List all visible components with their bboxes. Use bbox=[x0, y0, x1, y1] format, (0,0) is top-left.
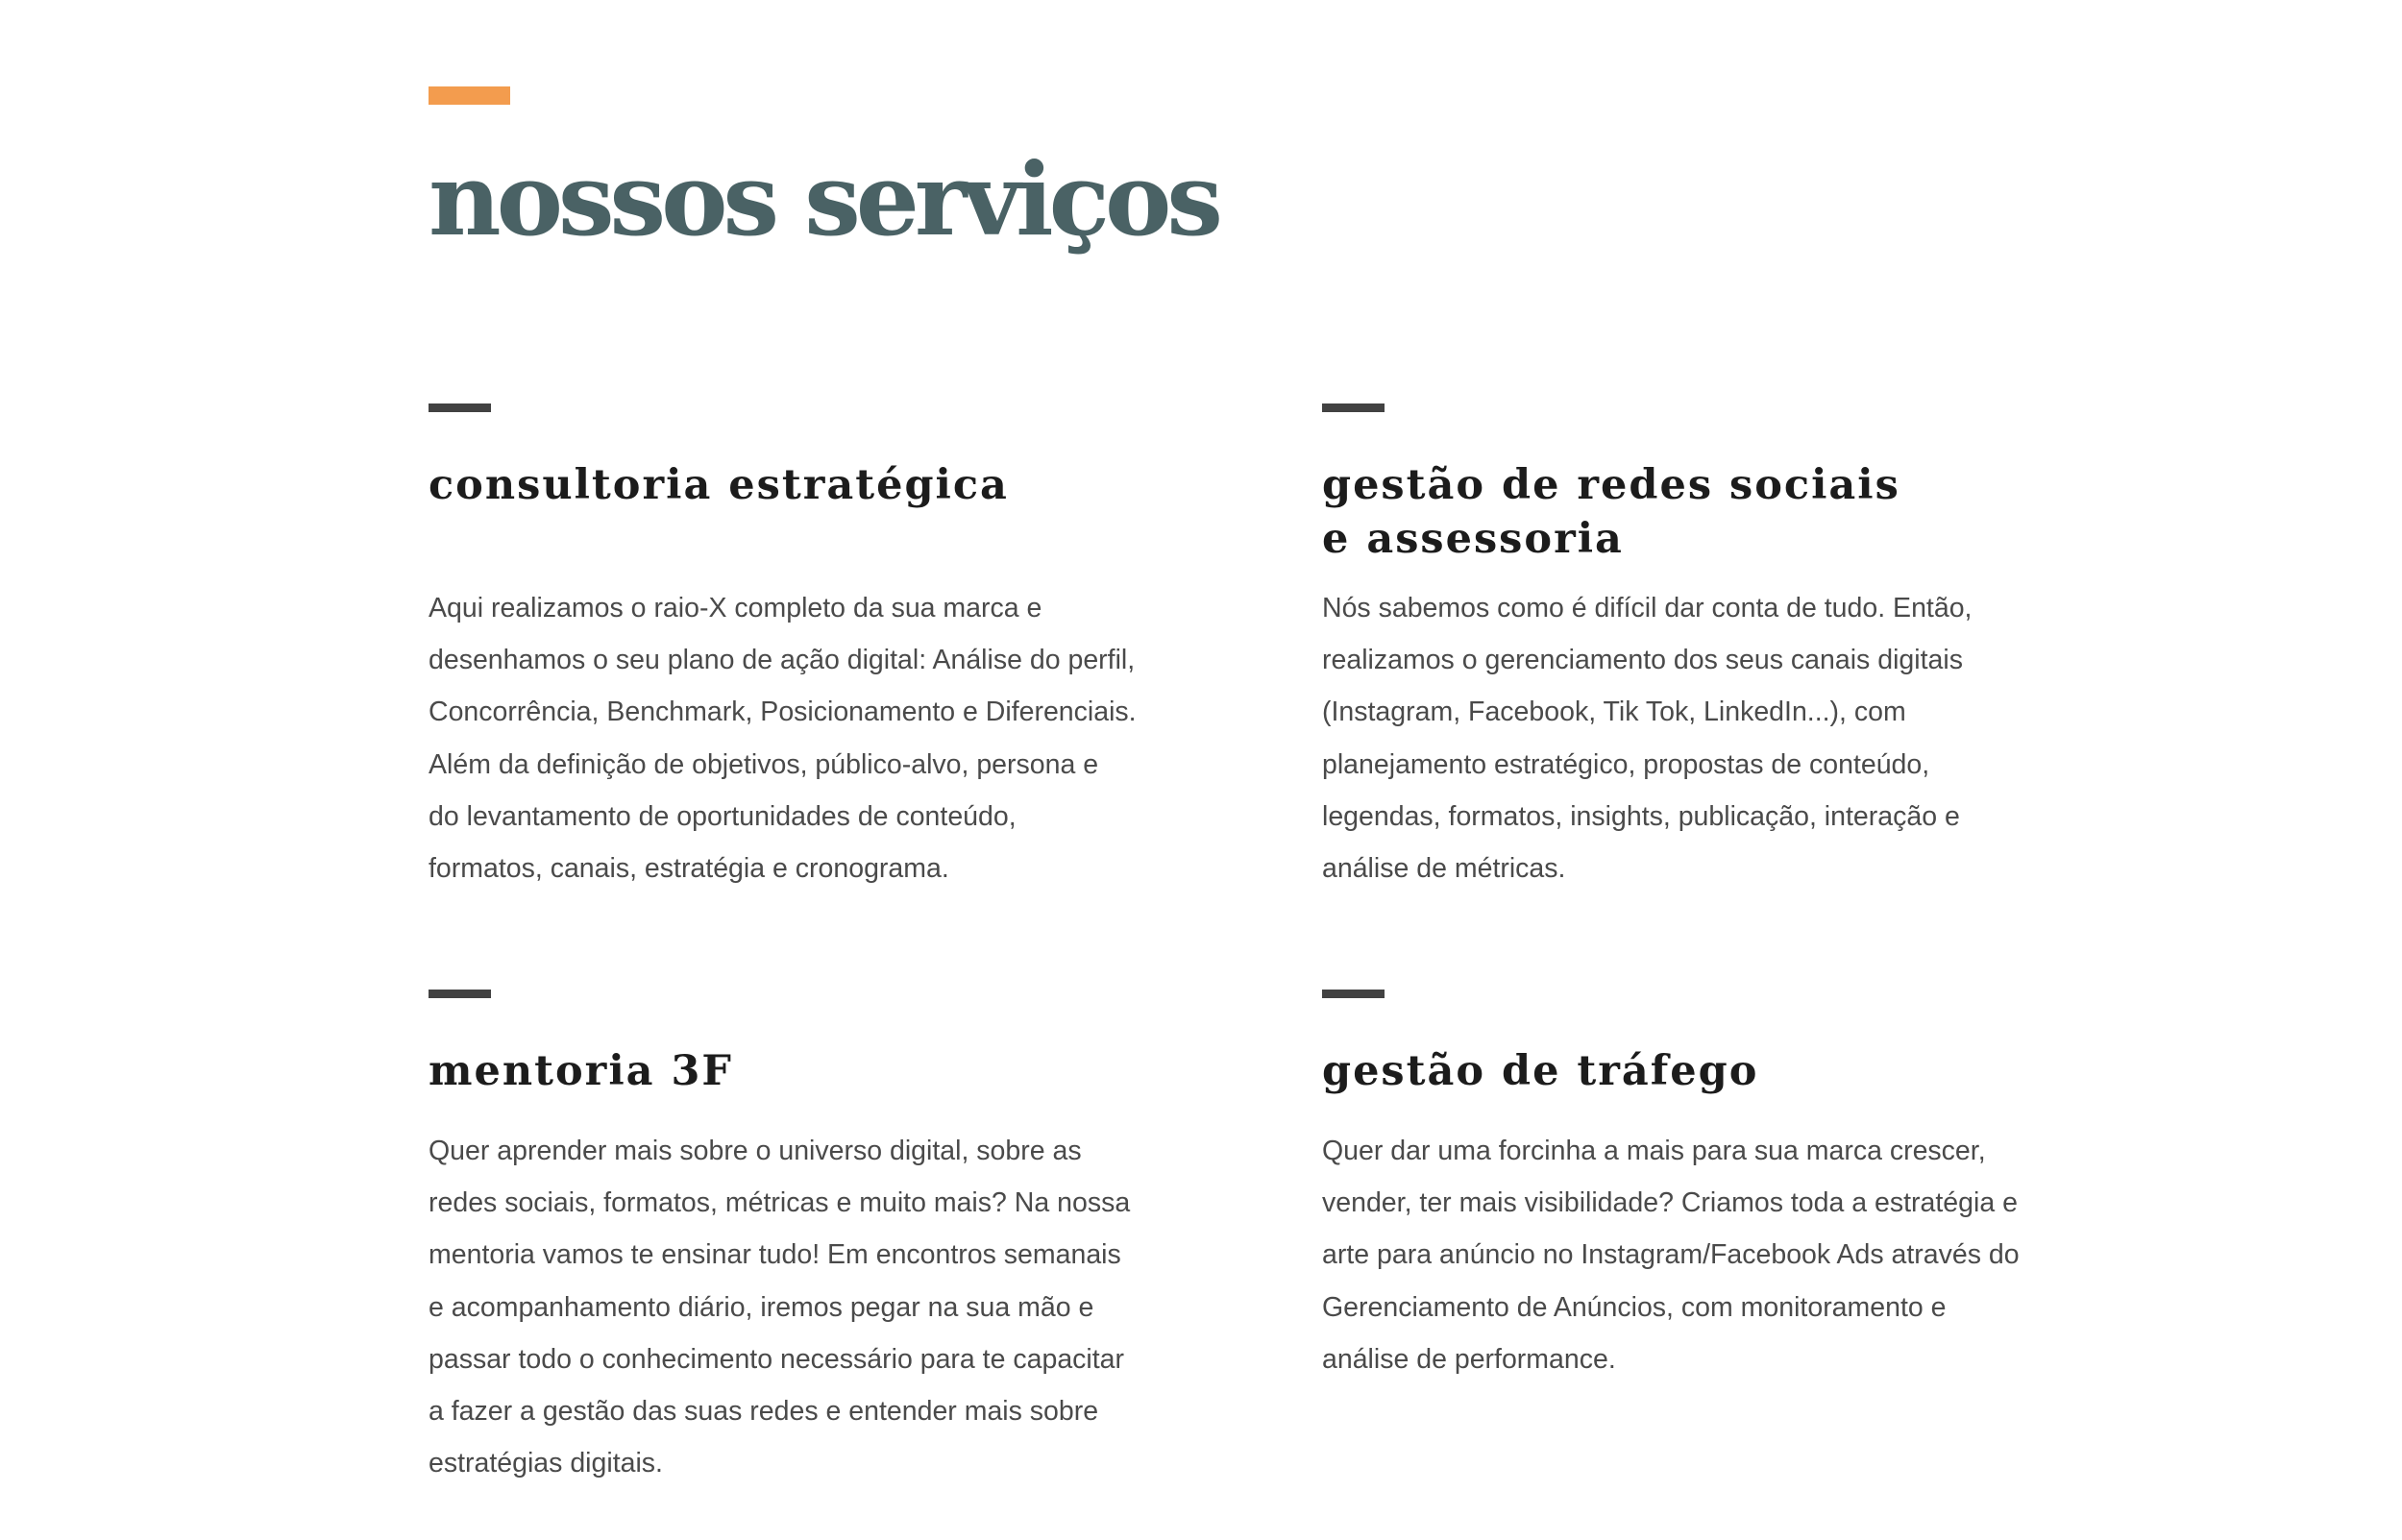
service-description: Quer aprender mais sobre o universo digital, sobre as redes sociais, formatos, métricas e muito mais? Na nossa mentoria vamos te ensinar tudo! Em encontros semanais e acompanhamento diário, iremos pegar na sua mão e passar todo o conhecimento necessário para te capacitar a fazer a gestão das suas redes e entender mais sobre estratégias digitais. bbox=[429, 1136, 1131, 1479]
service-divider bbox=[1322, 990, 1385, 998]
service-card-consultoria bbox=[429, 403, 1137, 885]
page-title: nossos serviços bbox=[429, 140, 1218, 258]
services-section bbox=[429, 0, 2020, 1540]
service-card-trafego bbox=[1322, 990, 2020, 1375]
service-card-mentoria bbox=[429, 990, 1131, 1479]
service-title: gestão de tráfego bbox=[1322, 1047, 1759, 1095]
title-accent-bar bbox=[429, 86, 510, 105]
service-divider bbox=[1322, 403, 1385, 412]
service-title: gestão de redes sociais e assessoria bbox=[1322, 461, 1900, 563]
service-divider bbox=[429, 990, 491, 998]
service-title: consultoria estratégica bbox=[429, 461, 1009, 509]
service-card-redes-sociais bbox=[1322, 403, 2014, 885]
service-divider bbox=[429, 403, 491, 412]
service-title: mentoria 3F bbox=[429, 1047, 733, 1095]
service-description: Nós sabemos como é difícil dar conta de tudo. Então, realizamos o gerenciamento dos seus canais digitais (Instagram, Facebook, Tik Tok, LinkedIn...), com planejamento estratégico, propostas de conteúdo, legendas, formatos, insights, publicação, interação e análise de métricas. bbox=[1322, 593, 1973, 885]
service-description: Quer dar uma forcinha a mais para sua marca crescer, vender, ter mais visibilidade? Criamos toda a estratégia e arte para anúncio no Instagram/Facebook Ads através do Gerenciamento de Anúncios, com monitoramento e análise de performance. bbox=[1322, 1136, 2020, 1375]
service-description: Aqui realizamos o raio-X completo da sua marca e desenhamos o seu plano de ação digital: Análise do perfil, Concorrência, Benchmark, Posicionamento e Diferenciais. Além da definição de objetivos, público-alvo, persona e do levantamento de oportunidades de conteúdo, formatos, canais, estratégia e cronograma. bbox=[429, 593, 1137, 885]
